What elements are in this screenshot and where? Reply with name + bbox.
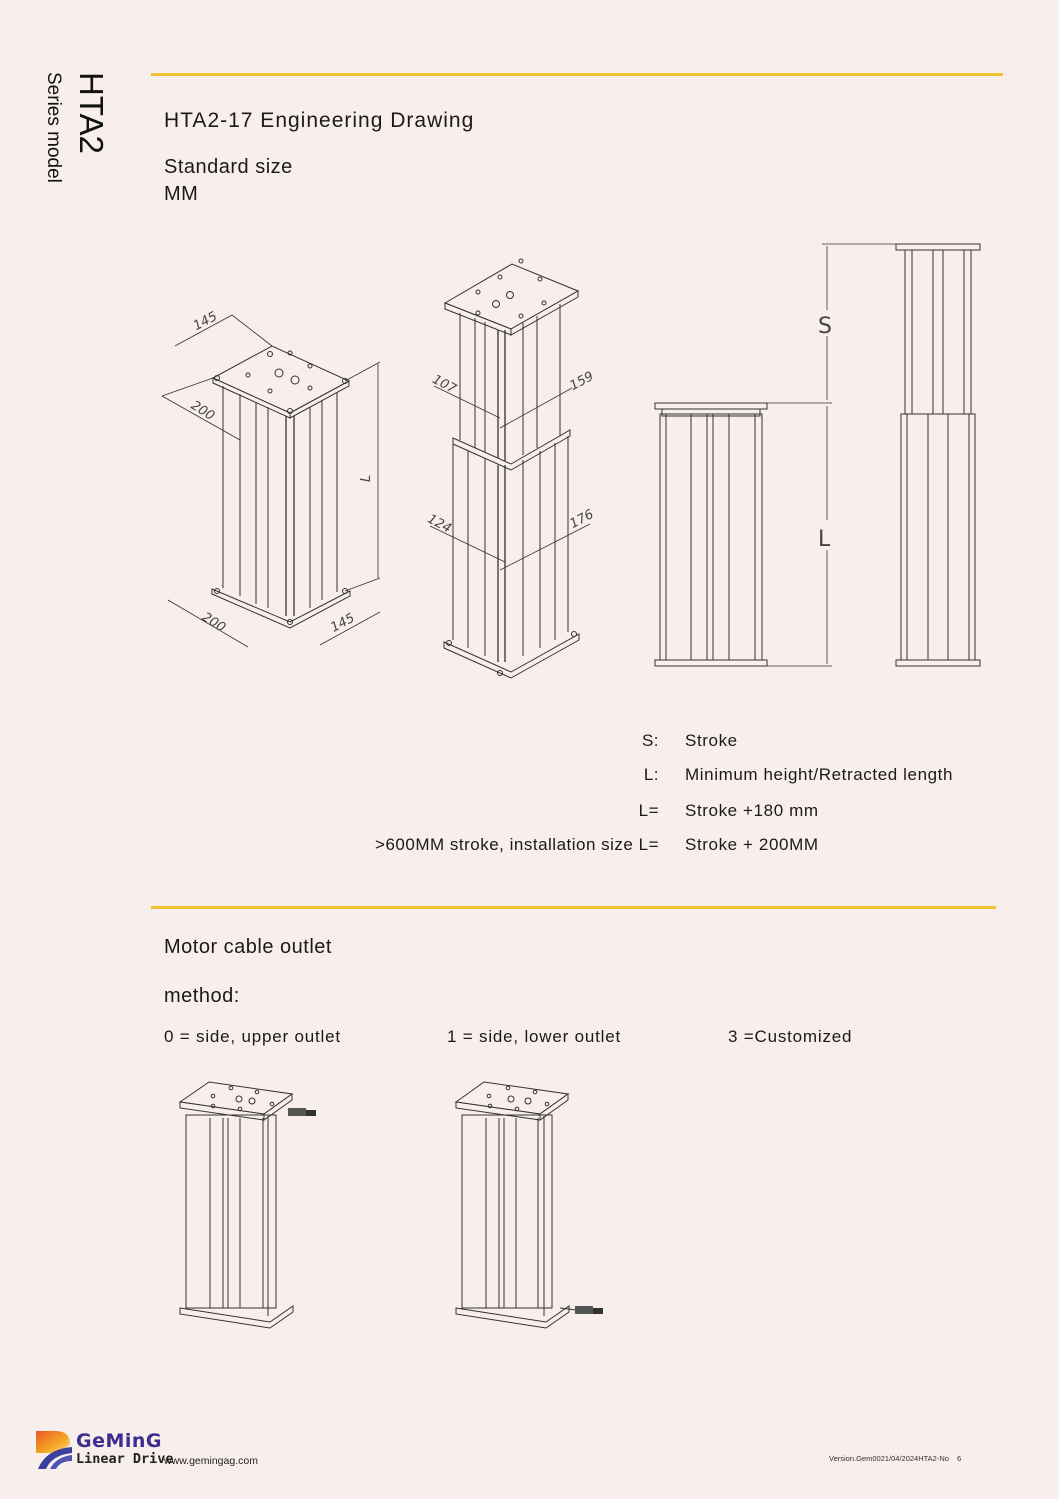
series-title: HTA2 bbox=[73, 72, 110, 154]
unit-label: MM bbox=[164, 183, 199, 205]
legend-value-length: Minimum height/Retracted length bbox=[685, 765, 954, 784]
dim-stroke: S bbox=[818, 314, 832, 339]
version-info bbox=[829, 1454, 961, 1463]
standard-size-label: Standard size bbox=[164, 156, 293, 178]
dim-inner-depth: 107 bbox=[429, 372, 459, 398]
dim-top-width: 145 bbox=[190, 309, 220, 335]
dim-top-depth: 200 bbox=[188, 398, 218, 425]
brand-name: GeMinG bbox=[76, 1430, 163, 1452]
legend-value-long-stroke: Stroke + 200MM bbox=[685, 835, 819, 854]
legend-key-length: L: bbox=[643, 765, 659, 784]
dim-length: L bbox=[818, 527, 831, 552]
method-label: method: bbox=[164, 985, 240, 1007]
dim-height: L bbox=[359, 474, 374, 482]
option-customized: 3 =Customized bbox=[728, 1027, 853, 1046]
version-text: Version.Gem0021/04/2024HTA2-No bbox=[829, 1454, 949, 1463]
cable-outlet-title: Motor cable outlet bbox=[164, 936, 332, 958]
dim-bottom-width: 145 bbox=[328, 610, 358, 636]
website-link[interactable]: www.gemingag.com bbox=[164, 1455, 258, 1467]
dim-outer-width: 176 bbox=[567, 506, 597, 532]
dim-outer-depth: 124 bbox=[424, 511, 454, 537]
divider-middle bbox=[151, 906, 996, 909]
option-lower-outlet: 1 = side, lower outlet bbox=[447, 1027, 621, 1046]
page-number: 6 bbox=[957, 1454, 962, 1463]
brand-block bbox=[76, 1432, 174, 1467]
dim-bottom-depth: 200 bbox=[198, 609, 228, 636]
legend-key-formula: L= bbox=[638, 801, 659, 820]
brand-subtitle: Linear Drive bbox=[76, 1451, 174, 1467]
option-upper-outlet: 0 = side, upper outlet bbox=[164, 1027, 341, 1046]
legend-value-stroke: Stroke bbox=[685, 731, 738, 750]
legend-key-long-stroke: >600MM stroke, installation size L= bbox=[375, 835, 659, 854]
dim-inner-width: 159 bbox=[567, 368, 597, 394]
page-title: HTA2-17 Engineering Drawing bbox=[164, 109, 475, 132]
legend-value-formula: Stroke +180 mm bbox=[685, 801, 819, 820]
legend-key-stroke: S: bbox=[641, 731, 659, 750]
brand-logo-icon bbox=[36, 1431, 72, 1469]
series-label: Series model bbox=[43, 72, 64, 183]
